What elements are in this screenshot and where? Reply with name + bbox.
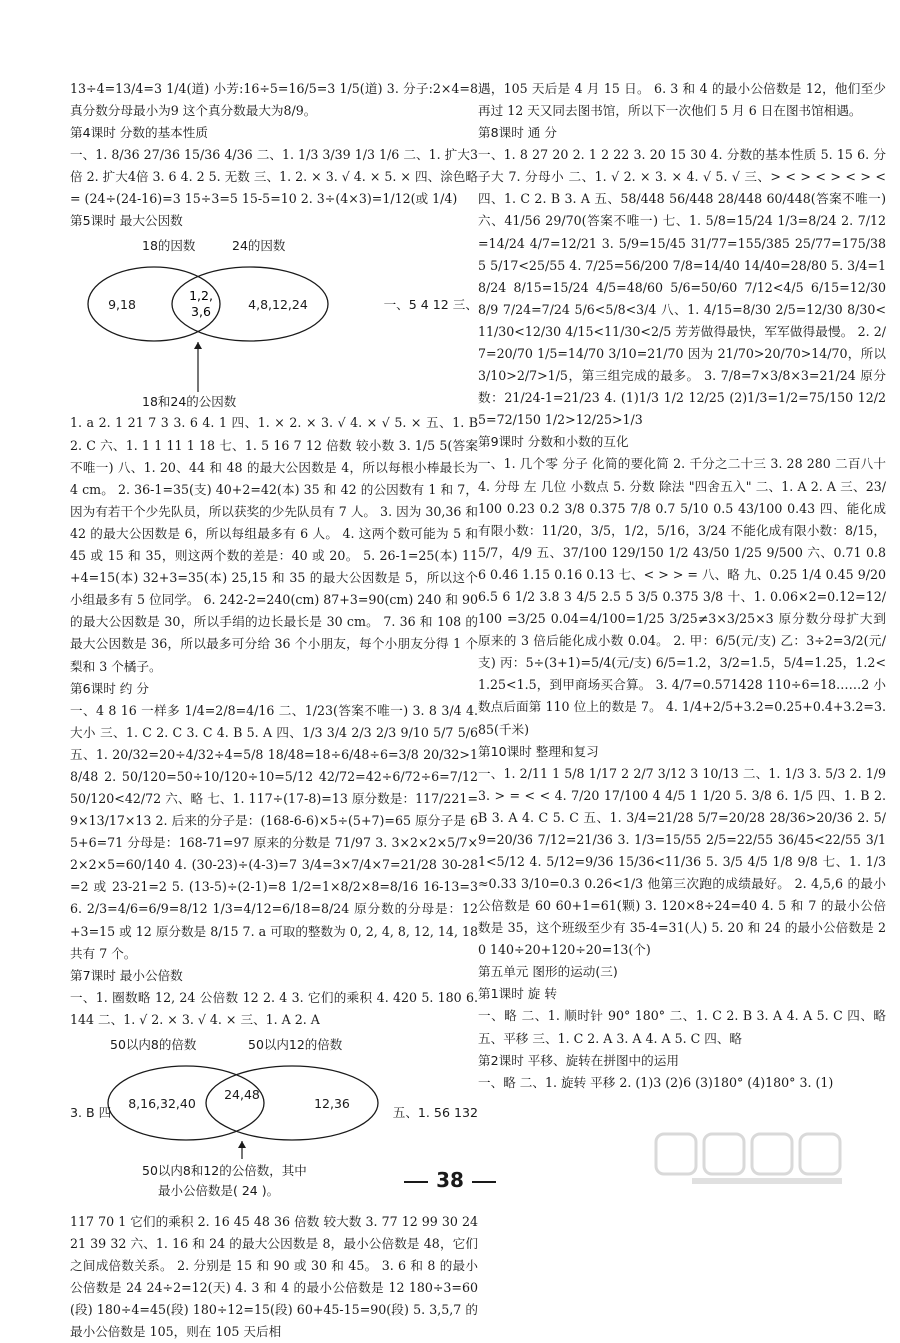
- answer-paragraph: 遇，105 天后是 4 月 15 日。 6. 3 和 4 的最小公倍数是 12，他们至少再过 12 天又同去图书馆，所以下一次他们 5 月 6 日在图书馆相遇。: [478, 81, 886, 119]
- section-heading: 第6课时 约 分: [70, 680, 149, 696]
- venn-right-ellipse: [206, 1066, 378, 1140]
- venn-left-title: 18的因数: [142, 238, 196, 254]
- answer-paragraph: 13÷4=13/4=3 1/4(道) 小芳:16÷5=16/5=3 1/5(道) 3. 分子:2×4=8 真分数分母最小为9 这个真分数最大为8/9。: [70, 81, 478, 119]
- venn-common: 1,2, 3,6: [189, 288, 213, 320]
- venn-after-text: 五、1. 56 132: [392, 1104, 478, 1120]
- section-heading: 第五单元 图形的运动(三): [478, 964, 618, 980]
- answer-paragraph: 一、1. 8/36 27/36 15/36 4/36 二、1. 1/3 3/39 1/3 1/6 二、1. 扩大3倍 2. 扩大4倍 3. 6 4. 2 5. 无数 三、1. 2. × 3. √ 4. × 5. × 四、涂色略 = (24÷(24-16)=3 15÷3=5 15-5=10 2. 3÷(4×3)=1/12(或 1/4): [70, 147, 478, 207]
- venn-prefix: 3. B 四、: [70, 1104, 124, 1120]
- answer-paragraph: 一、略 二、1. 顺时针 90° 180° 二、1. C 2. B 3. A 4. A 5. C 四、略 五、平移 三、1. C 2. A 3. A 4. A 5. C 四、略: [478, 1008, 886, 1046]
- venn-caption-line2: 最小公倍数是( 24 )。: [158, 1182, 280, 1198]
- venn-caption-line1: 50以内8和12的公倍数，其中: [142, 1162, 307, 1178]
- venn-right-only: 12,36: [314, 1095, 350, 1111]
- section-heading: 第8课时 通 分: [478, 125, 557, 141]
- venn-right-title: 50以内12的倍数: [248, 1036, 343, 1052]
- section-heading: 第2课时 平移、旋转在拼图中的运用: [478, 1052, 679, 1068]
- left-column: [70, 78, 478, 1343]
- answer-paragraph: 一、1. 几个零 分子 化简的要化简 2. 千分之二十三 3. 28 280 二百八十 4. 分母 左 几位 小数点 5. 分数 除法 "四舍五入" 二、1. A 2. A 三、23/100 0.23 0.2 3/8 0.375 7/8 0.7 5/10 0.5 43/100 0.43 四、能化成有限小数：11/20，3/5，1/2，5/16，3/24 不能化成有限小数：8/15，5/7，4/9 五、37/100 129/150 1/2 43/50 1/25 9/500 六、0.71 0.86 0.46 1.15 0.16 0.13 七、< > > = 八、略 九、0.25 1/4 0.45 9/20 6.5 6 1/2 3.8 3 4/5 2.5 5 3/5 0.375 3/8 十、1. 0.06×2=0.12=12/100 =3/25 0.04=4/100=1/25 3/25≠3×3/25×3 原分数分母扩大到原来的 3 倍后能化成小数 0.04。 2. 甲：6/5(元/支) 乙：3÷2=3/2(元/支) 丙：5÷(3+1)=5/4(元/支) 6/5=1.2，3/2=1.5，5/4=1.25，1.2<1.25<1.5，到甲商场买合算。 3. 4/7=0.571428 110÷6=18……2 小数点后面第 110 位上的数是 7。 4. 1/4+2/5+3.2=0.25+0.4+3.2=3.85(千米): [478, 456, 886, 737]
- answer-paragraph: 一、1. 2/11 1 5/8 1/17 2 2/7 3/12 3 10/13 二、1. 1/3 3. 5/3 2. 1/9 3. > = < < 4. 7/20 17/100 4 4/5 1 1/20 5. 3/8 6. 1/5 四、1. B 2. B 3. A 4. C 5. C 五、1. 3/4=21/28 5/7=20/28 28/36>20/36 2. 5/9=20/36 7/12=21/36 3. 1/3=15/55 2/5=22/55 36/45<22/55 3/11<5/12 4. 5/12=9/36 15/36<11/36 5. 3/5 4/5 1/8 9/8 七、1. 1/3≈0.33 3/10=0.3 0.26<1/3 他第三次跑的成绩最好。 2. 4,5,6 的最小公倍数是 60 60+1=61(颗) 3. 120×8÷24=40 4. 5 和 7 的最小公倍数是 35，这个班级至少有 35-4=31(人) 5. 20 和 24 的最小公倍数是 20 140÷20+120÷20=13(个): [478, 765, 886, 958]
- right-column: [478, 78, 886, 1094]
- page-number-text: 38: [436, 1168, 464, 1192]
- answer-paragraph: 一、1. 圈数略 12, 24 公倍数 12 2. 4 3. 它们的乘积 4. 420 5. 180 6. 144 二、1. √ 2. × 3. √ 4. × 三、1. A 2. A: [70, 989, 478, 1027]
- answer-paragraph: 一、略 二、1. 旋转 平移 2. (1)3 (2)6 (3)180° (4)180° 3. (1): [478, 1074, 834, 1090]
- answer-paragraph: 一、4 8 16 一样多 1/4=2/8=4/16 二、1/23(答案不唯一) 3. 8 3/4 4. 大小 三、1. C 2. C 3. C 4. B 5. A 四、1/3 3/4 2/3 2/3 9/10 5/7 5/6 五、1. 20/32=20÷4/32÷4=5/8 18/48=18÷6/48÷6=3/8 20/32>18/48 2. 50/120=50÷10/120÷10=5/12 42/72=42÷6/72÷6=7/12 50/120<42/72 六、略 七、1. 117÷(17-8)=13 原分数是：117/221=9×13/17×13 2. 后来的分子是：(168-6-6)×5÷(5+7)=65 原分子是 65+6=71 分母是：168-71=97 原来的分数是 71/97 3. 3×2×2×5/7×2×2×5=60/140 4. (30-23)÷(4-3)=7 3/4=3×7/4×7=21/28 30-28=2 或 23-21=2 5. (13-5)÷(2-1)=8 1/2=1×8/2×8=8/16 16-13=3 6. 2/3=4/6=6/9=8/12 1/3=4/12=6/18=8/24 原分数的分母是：12+3=15 或 12 原分数是 8/15 7. a 可取的整数为 0, 2, 4, 8, 12, 14, 18 共有 7 个。: [70, 702, 478, 961]
- answer-paragraph: 117 70 1 它们的乘积 2. 16 45 48 36 倍数 较大数 3. 77 12 99 30 24 21 39 32 六、1. 16 和 24 的最大公因数是 8，最小公倍数是 48，它们之间成倍数关系。 2. 分别是 15 和 90 或 30 和 45。 3. 6 和 8 的最小公倍数是 24 24÷2=12(天) 4. 3 和 4 的最小公倍数是 12 180÷3=60(段) 180÷4=45(段) 180÷12=15(段) 60+45-15=90(段) 5. 3,5,7 的最小公倍数是 105，则在 105 天后相: [70, 1213, 478, 1340]
- watermark-logo: [652, 1128, 872, 1186]
- venn-left-title: 50以内8的倍数: [110, 1036, 197, 1052]
- venn-after-text: 一、5 4 12 三、: [383, 297, 478, 313]
- venn-left-only: 8,16,32,40: [128, 1095, 196, 1111]
- venn-left-only: 9,18: [108, 297, 136, 313]
- section-heading: 第10课时 整理和复习: [478, 743, 599, 759]
- section-heading: 第4课时 分数的基本性质: [70, 125, 208, 141]
- venn-right-title: 24的因数: [232, 238, 286, 254]
- venn-right-only: 4,8,12,24: [248, 297, 308, 313]
- section-heading: 第1课时 旋 转: [478, 986, 557, 1002]
- section-heading: 第9课时 分数和小数的互化: [478, 434, 629, 450]
- venn-diagram-factors: [70, 234, 478, 410]
- venn-arrow-head: [194, 342, 202, 349]
- venn-common: 24,48: [224, 1086, 260, 1102]
- section-heading: 第7课时 最小公倍数: [70, 967, 183, 983]
- section-heading: 第5课时 最大公因数: [70, 213, 183, 229]
- answer-paragraph: 一、1. 8 27 20 2. 1 2 22 3. 20 15 30 4. 分数的基本性质 5. 15 6. 分子大 7. 分母小 二、1. √ 2. × 3. × 4. √ 5. √ 三、> < > < > < > < 四、1. C 2. B 3. A 五、58/448 56/448 28/448 60/448(答案不唯一) 六、41/56 29/70(答案不唯一) 七、1. 5/8=15/24 1/3=8/24 2. 7/12=14/24 4/7=12/21 3. 5/9=15/45 31/77=155/385 25/77=175/385 5/17<25/55 4. 7/25=56/200 7/8=14/40 14/40=28/80 5. 3/4=18/24 8/15=15/24 4/5=48/60 5/6=50/60 7/12<4/5 6/15=12/30 8/9 7/24=7/24 5/6<5/8<3/4 八、1. 4/15=8/30 2/5=12/30 8/30<11/30<12/30 4/15<11/30<2/5 芳芳做得最快，军军做得最慢。 2. 2/7=20/70 1/5=14/70 3/10=21/70 因为 21/70>20/70>14/70，所以 3/10>2/7>1/5，第三组完成的最多。 3. 7/8=7×3/8×3=21/24 原分数：21/24-1=21/23 4. (1)1/3 1/2 12/25 (2)1/3=1/2=75/150 12/25=72/150 1/2>12/25>1/3: [478, 147, 886, 428]
- venn-arrow-head: [238, 1141, 246, 1148]
- venn-caption: 18和24的公因数: [142, 394, 237, 410]
- answer-paragraph: 1. a 2. 1 21 7 3 3. 6 4. 1 四、1. × 2. × 3. √ 4. × √ 5. × 五、1. B 2. C 六、1. 1 1 11 1 18 七、1. 5 16 7 12 倍数 较小数 3. 1/5 5(答案不唯一) 八、1. 20、44 和 48 的最大公因数是 4，所以每根小棒最长为 4 cm。 2. 36-1=35(支) 40+2=42(本) 35 和 42 的公因数有 1 和 7，因为有若干个少先队员，所以获奖的少先队员有 7 人。 3. 因为 30,36 和 42 的最大公因数是 6，所以每组最多有 6 人。 4. 这两个数可能为 5 和 45 或 15 和 35，则这两个数的差是：40 或 20。 5. 26-1=25(本) 11+4=15(本) 32+3=35(本) 25,15 和 35 的最大公因数是 5，所以这个小组最多有 5 位同学。 6. 242-2=240(cm) 87+3=90(cm) 240 和 90 的最大公因数是 30，所以手绢的边长最长是 30 cm。 7. 36 和 108 的最大公因数是 36，所以最多可分给 36 个小朋友，每个小朋友分得 1 个梨和 3 个橘子。: [70, 415, 478, 674]
